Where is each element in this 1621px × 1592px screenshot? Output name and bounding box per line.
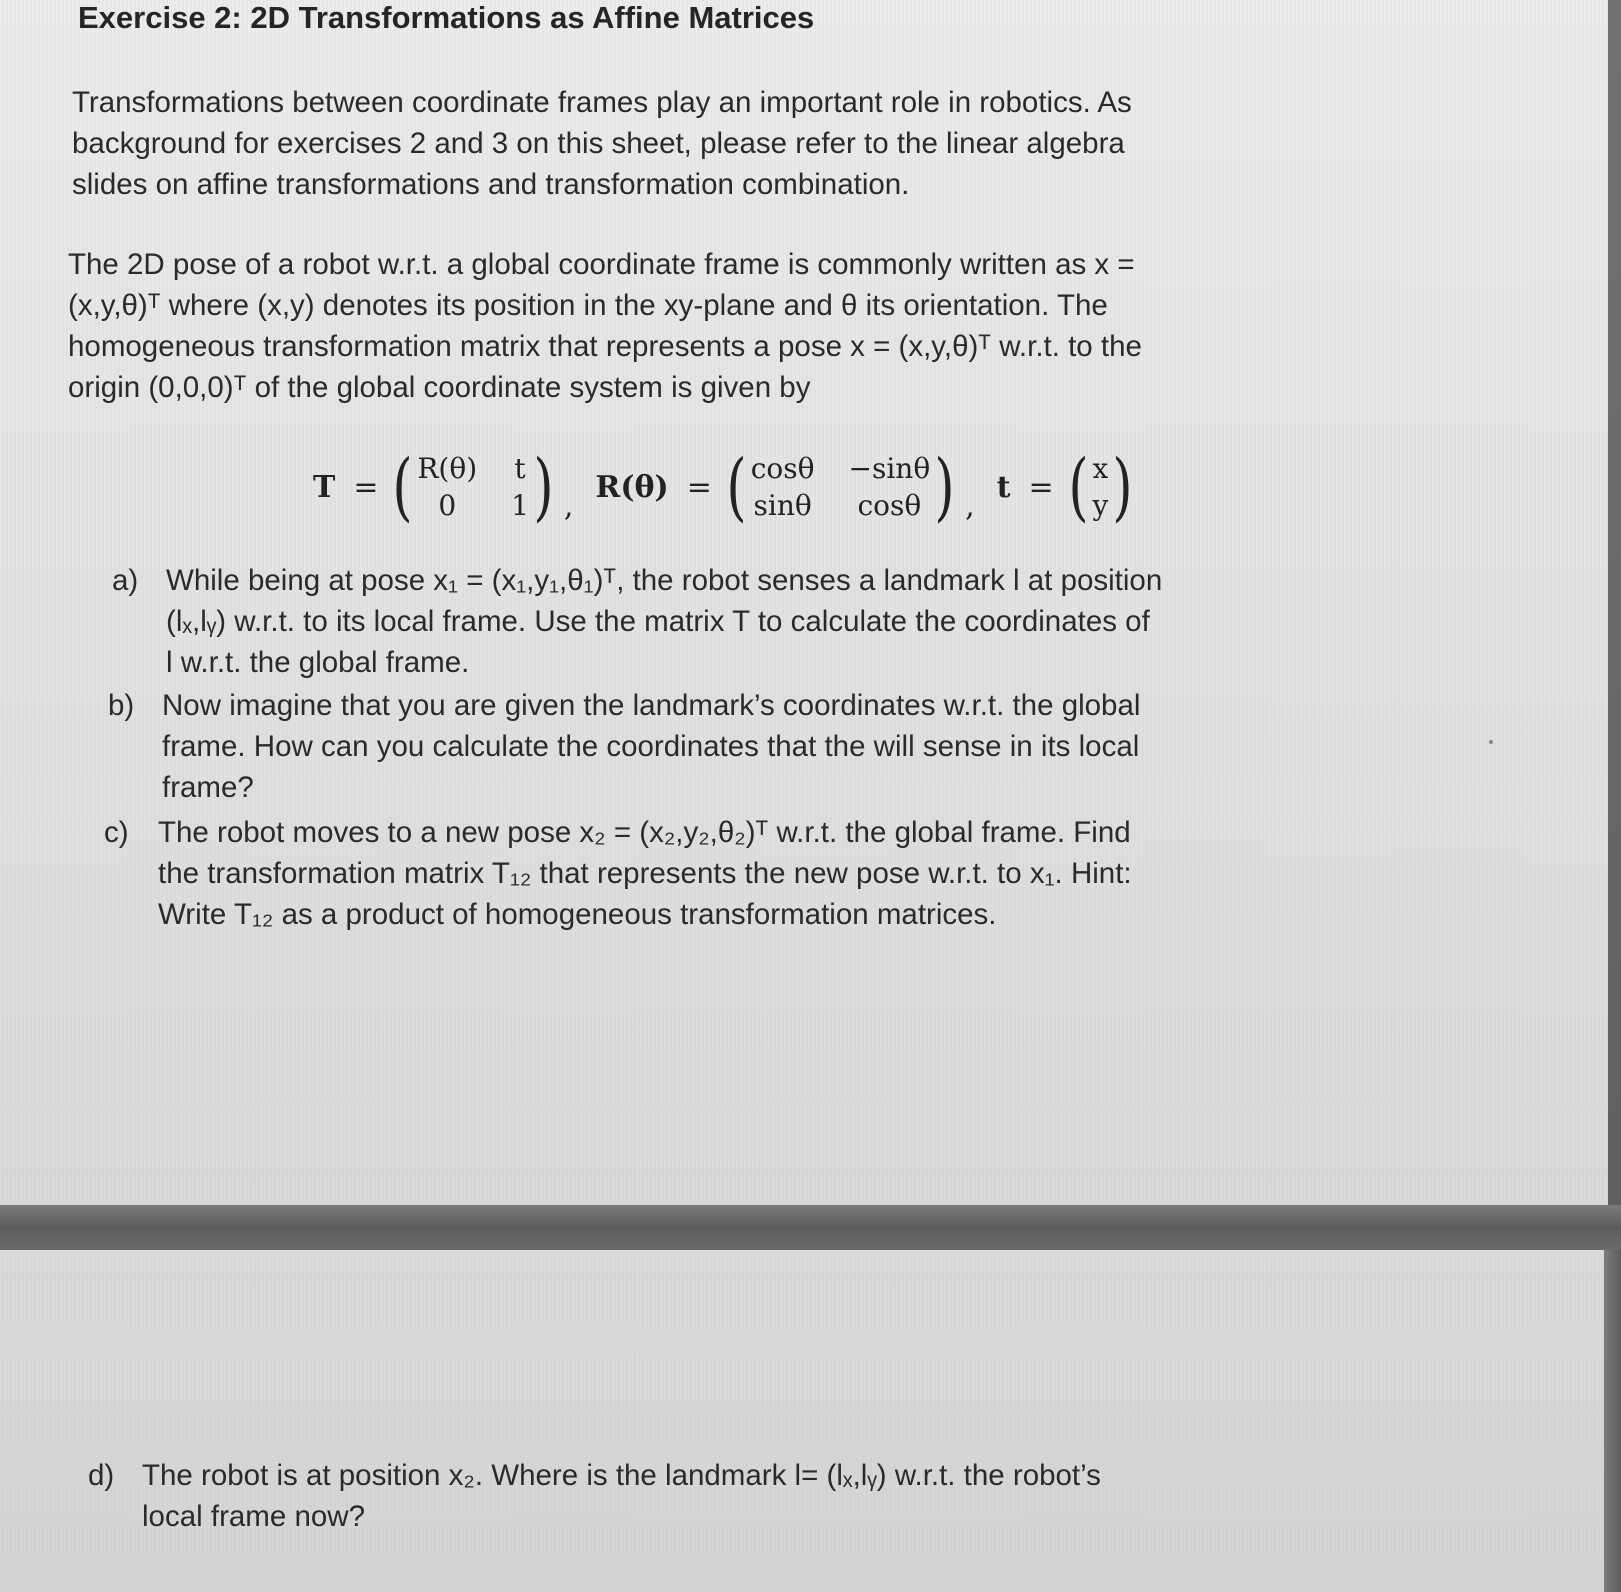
question-line: frame. How can you calculate the coordinates that the will sense in its local	[162, 730, 1140, 763]
pose-line: homogeneous transformation matrix that represents a pose x = (x,y,θ)ᵀ w.r.t. to the	[68, 330, 1142, 363]
R-matrix-entries	[751, 452, 930, 522]
T-matrix-entries	[417, 452, 529, 522]
vector-entry: x	[1092, 452, 1109, 485]
matrix-entry: cosθ	[750, 452, 815, 485]
matrix-entry: 0	[438, 489, 457, 522]
question-text	[142, 1455, 1101, 1537]
formula-comma: ,	[563, 489, 574, 524]
question-line: (lₓ,lᵧ) w.r.t. to its local frame. Use the matrix T to calculate the coordinates of	[166, 605, 1150, 638]
intro-paragraph	[72, 82, 1132, 205]
question-line: Now imagine that you are given the landmark’s coordinates w.r.t. the global	[162, 689, 1141, 722]
question-line: l w.r.t. the global frame.	[166, 646, 470, 679]
page-gap	[0, 1205, 1621, 1250]
formula-T-symbol: T	[313, 469, 336, 505]
pose-line: The 2D pose of a robot w.r.t. a global coordinate frame is commonly written as x =	[68, 248, 1135, 281]
formula-equals: =	[353, 469, 379, 505]
right-paren-icon: )	[533, 444, 554, 530]
matrix-entry: 1	[511, 489, 529, 522]
question-label: b)	[108, 689, 135, 722]
paper-speck	[1489, 740, 1493, 744]
question-label: c)	[104, 816, 129, 849]
question-label: d)	[88, 1459, 115, 1492]
question-line: the transformation matrix T₁₂ that represents the new pose w.r.t. to x₁. Hint:	[158, 857, 1132, 890]
transformation-formula	[313, 444, 1137, 530]
T-matrix	[388, 444, 557, 530]
intro-line: background for exercises 2 and 3 on this sheet, please refer to the linear algebra	[72, 127, 1125, 160]
left-paren-icon: (	[1067, 444, 1089, 530]
vector-entry: y	[1092, 489, 1109, 522]
R-matrix	[722, 444, 959, 530]
t-vector-entries	[1093, 452, 1109, 522]
pose-line: (x,y,θ)ᵀ where (x,y) denotes its position in the xy-plane and θ its orientation. The	[68, 289, 1108, 322]
pose-line: origin (0,0,0)ᵀ of the global coordinate system is given by	[68, 371, 811, 404]
question-line: local frame now?	[142, 1500, 365, 1533]
matrix-entry: cosθ	[857, 489, 922, 522]
formula-equals: =	[1028, 469, 1054, 505]
left-paren-icon: (	[392, 444, 414, 530]
question-label: a)	[112, 564, 139, 597]
exercise-title: Exercise 2: 2D Transformations as Affine Matrices	[78, 0, 815, 35]
right-paren-icon: )	[1112, 444, 1133, 530]
question-line: While being at pose x₁ = (x₁,y₁,θ₁)ᵀ, the robot senses a landmark l at position	[166, 564, 1163, 597]
right-paren-icon: )	[934, 444, 955, 530]
question-line: The robot is at position x₂. Where is the landmark l= (lₓ,lᵧ) w.r.t. the robot’s	[142, 1459, 1101, 1492]
question-line: The robot moves to a new pose x₂ = (x₂,y₂,θ₂)ᵀ w.r.t. the global frame. Find	[158, 816, 1131, 849]
matrix-entry: R(θ)	[417, 452, 478, 485]
intro-line: Transformations between coordinate frames play an important role in robotics. As	[72, 86, 1132, 119]
worksheet-page-lower	[0, 1250, 1604, 1592]
matrix-entry: −sinθ	[848, 452, 931, 485]
matrix-entry: t	[514, 452, 526, 485]
question-text	[166, 560, 1162, 683]
question-line: frame?	[162, 771, 254, 804]
left-paren-icon: (	[726, 444, 747, 530]
question-line: Write T₁₂ as a product of homogeneous transformation matrices.	[158, 898, 997, 931]
pose-paragraph	[68, 244, 1142, 408]
question-text	[162, 685, 1140, 808]
question-text	[158, 812, 1132, 935]
intro-line: slides on affine transformations and transformation combination.	[72, 168, 910, 201]
formula-t-symbol: t	[996, 469, 1011, 505]
matrix-entry: sinθ	[753, 489, 812, 522]
t-vector	[1064, 444, 1138, 530]
formula-equals: =	[686, 469, 712, 505]
formula-comma: ,	[965, 489, 975, 524]
formula-R-symbol: R(θ)	[595, 469, 669, 505]
